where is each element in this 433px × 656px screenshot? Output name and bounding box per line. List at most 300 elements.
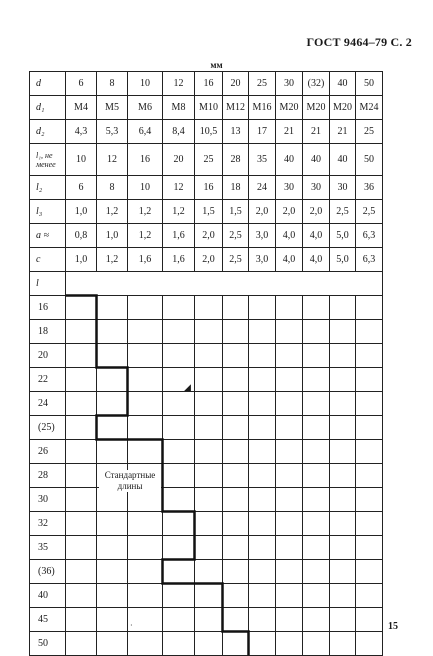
spec-cell: 12 [163,72,195,96]
grid-cell [128,440,163,464]
length-value: 18 [30,320,66,344]
grid-cell [303,464,330,488]
grid-cell [223,512,249,536]
grid-cell [356,368,383,392]
grid-cell [356,416,383,440]
spec-cell: 4,0 [276,248,303,272]
grid-cell [249,464,276,488]
spec-cell: 1,2 [97,248,128,272]
length-row [30,344,383,368]
page-number: 15 [388,621,398,632]
grid-cell [97,368,128,392]
spec-cell: 2,0 [276,200,303,224]
grid-cell [66,320,97,344]
grid-cell [195,344,223,368]
spec-cell: 21 [276,120,303,144]
spec-cell: 2,5 [223,224,249,248]
grid-cell [249,536,276,560]
grid-cell [97,536,128,560]
grid-cell [303,632,330,656]
grid-cell [276,584,303,608]
spec-cell: 40 [330,144,356,176]
spec-cell: 40 [276,144,303,176]
grid-cell [249,488,276,512]
grid-cell [223,296,249,320]
spec-cell: 5,0 [330,248,356,272]
grid-cell [276,536,303,560]
length-row [30,320,383,344]
length-value: 22 [30,368,66,392]
spec-cell: 3,0 [249,224,276,248]
grid-cell [66,368,97,392]
length-value: (25) [30,416,66,440]
grid-cell [128,632,163,656]
spec-cell: 1,2 [128,224,163,248]
grid-cell [249,320,276,344]
spec-cell: 8 [97,176,128,200]
spec-cell: 10 [128,176,163,200]
grid-cell [249,632,276,656]
grid-cell [163,392,195,416]
grid-cell [128,368,163,392]
grid-cell [249,296,276,320]
grid-cell [97,608,128,632]
unit-label: мм [210,60,223,70]
grid-cell [303,488,330,512]
row-label: l₃ [30,200,66,224]
grid-cell [303,320,330,344]
grid-cell [223,368,249,392]
spec-cell: 40 [330,72,356,96]
grid-cell [195,464,223,488]
grid-cell [303,296,330,320]
spec-cell: M20 [276,96,303,120]
grid-cell [195,560,223,584]
grid-cell [223,416,249,440]
spec-cell: 2,0 [249,200,276,224]
spec-row [30,176,383,200]
spec-cell: 1,0 [97,224,128,248]
spec-cell: M24 [356,96,383,120]
grid-cell [276,560,303,584]
grid-cell [249,512,276,536]
spec-cell: 30 [330,176,356,200]
length-value: 28 [30,464,66,488]
spec-cell: 1,2 [163,200,195,224]
spec-cell: M16 [249,96,276,120]
grid-cell [195,584,223,608]
grid-cell [163,536,195,560]
spec-cell: 8 [97,72,128,96]
length-row [30,584,383,608]
grid-cell [128,536,163,560]
grid-cell [163,464,195,488]
length-row [30,560,383,584]
grid-cell [195,440,223,464]
spec-cell: 13 [223,120,249,144]
grid-cell [330,560,356,584]
grid-cell [356,392,383,416]
grid-cell [163,512,195,536]
spec-cell: 21 [330,120,356,144]
spec-cell: M20 [303,96,330,120]
grid-cell [66,344,97,368]
grid-cell [163,584,195,608]
grid-cell [163,608,195,632]
spec-cell: 10 [128,72,163,96]
spec-cell: 1,2 [97,200,128,224]
length-row [30,632,383,656]
grid-cell [356,536,383,560]
length-row [30,464,383,488]
length-row [30,416,383,440]
grid-cell [97,584,128,608]
document-code: ГОСТ 9464–79 С. 2 [306,35,412,49]
row-label: d₂ [30,120,66,144]
dimensions-table [29,71,383,656]
grid-cell [356,632,383,656]
spec-cell: M5 [97,96,128,120]
spec-cell: 4,3 [66,120,97,144]
row-label: l₁, не менее [30,144,66,176]
stray-mark: ◢ [184,382,191,392]
grid-cell [163,488,195,512]
grid-cell [330,464,356,488]
spec-cell: 36 [356,176,383,200]
grid-cell [249,440,276,464]
grid-cell [66,440,97,464]
grid-cell [249,368,276,392]
length-header-row [30,272,383,296]
spec-cell: 16 [195,176,223,200]
spec-cell: 25 [249,72,276,96]
grid-cell [356,512,383,536]
spec-cell: 1,6 [163,224,195,248]
grid-cell [249,392,276,416]
grid-cell [195,392,223,416]
grid-cell [163,320,195,344]
grid-cell [195,536,223,560]
grid-cell [128,296,163,320]
grid-cell [330,344,356,368]
grid-cell [128,560,163,584]
grid-cell [276,320,303,344]
grid-cell [66,584,97,608]
length-row [30,512,383,536]
grid-cell [276,608,303,632]
grid-cell [66,488,97,512]
spec-cell: 2,5 [356,200,383,224]
grid-cell [303,536,330,560]
length-value: 26 [30,440,66,464]
grid-cell [223,392,249,416]
spec-cell: 1,0 [66,248,97,272]
grid-cell [97,560,128,584]
grid-cell [66,296,97,320]
length-row [30,392,383,416]
spec-cell: 3,0 [249,248,276,272]
grid-cell [223,320,249,344]
grid-cell [128,392,163,416]
spec-cell: 4,0 [303,248,330,272]
spec-cell: 16 [195,72,223,96]
grid-cell [276,392,303,416]
grid-cell [66,632,97,656]
length-value: 30 [30,488,66,512]
grid-cell [97,320,128,344]
spec-cell: 2,0 [303,200,330,224]
row-label: d₁ [30,96,66,120]
grid-cell [356,320,383,344]
grid-cell [303,560,330,584]
spec-cell: 16 [128,144,163,176]
grid-cell [356,560,383,584]
row-label: l₂ [30,176,66,200]
spec-cell: 1,5 [223,200,249,224]
grid-cell [276,296,303,320]
grid-cell [195,488,223,512]
spec-cell: 18 [223,176,249,200]
spec-cell: 50 [356,144,383,176]
grid-cell [163,416,195,440]
grid-cell [195,416,223,440]
grid-cell [276,440,303,464]
length-value: 24 [30,392,66,416]
spec-cell: 2,5 [223,248,249,272]
grid-cell [128,608,163,632]
grid-cell [276,512,303,536]
grid-cell [128,320,163,344]
spec-cell: 35 [249,144,276,176]
spec-cell: 25 [356,120,383,144]
spec-cell: M8 [163,96,195,120]
grid-cell [330,392,356,416]
grid-cell [195,512,223,536]
spec-cell: M12 [223,96,249,120]
grid-cell [276,632,303,656]
spec-cell: 40 [303,144,330,176]
grid-cell [330,512,356,536]
spec-cell: 10 [66,144,97,176]
grid-cell [303,608,330,632]
length-row [30,296,383,320]
standard-lengths-label: Стандартные длины [99,470,161,492]
grid-cell [223,536,249,560]
spec-cell: 4,0 [276,224,303,248]
spec-cell: 1,6 [163,248,195,272]
grid-cell [128,416,163,440]
spec-cell: 0,8 [66,224,97,248]
row-label: d [30,72,66,96]
grid-cell [303,392,330,416]
spec-cell: 17 [249,120,276,144]
grid-cell [330,608,356,632]
spec-row [30,248,383,272]
grid-cell [356,608,383,632]
spec-row [30,224,383,248]
length-value: (36) [30,560,66,584]
grid-cell [223,464,249,488]
spec-cell: 5,0 [330,224,356,248]
grid-cell [249,584,276,608]
grid-cell [356,464,383,488]
grid-cell [195,296,223,320]
grid-cell [128,344,163,368]
grid-cell [163,632,195,656]
spec-cell: 1,2 [128,200,163,224]
grid-cell [330,320,356,344]
grid-cell [223,560,249,584]
grid-cell [330,536,356,560]
grid-cell [356,584,383,608]
grid-cell [330,584,356,608]
grid-cell [303,512,330,536]
spec-cell: 5,3 [97,120,128,144]
grid-cell [195,368,223,392]
grid-cell [163,344,195,368]
spec-cell: 6 [66,176,97,200]
grid-cell [163,440,195,464]
length-value: 45 [30,608,66,632]
spec-cell: 12 [163,176,195,200]
spec-cell: 50 [356,72,383,96]
grid-cell [303,440,330,464]
length-value: 50 [30,632,66,656]
spec-cell: 8,4 [163,120,195,144]
spec-cell: 21 [303,120,330,144]
grid-cell [163,560,195,584]
spec-cell: 6,3 [356,248,383,272]
grid-cell [303,368,330,392]
length-value: 16 [30,296,66,320]
grid-cell [97,440,128,464]
spec-cell: (32) [303,72,330,96]
spec-row [30,200,383,224]
grid-cell [66,416,97,440]
spec-cell: 1,6 [128,248,163,272]
spec-cell: M4 [66,96,97,120]
grid-cell [330,416,356,440]
grid-cell [66,608,97,632]
length-row [30,368,383,392]
spec-row [30,72,383,96]
grid-cell [356,440,383,464]
grid-cell [128,584,163,608]
grid-cell [276,464,303,488]
grid-cell [356,488,383,512]
grid-cell [223,440,249,464]
spec-cell: 6,4 [128,120,163,144]
grid-cell [356,344,383,368]
spec-cell: 2,0 [195,224,223,248]
length-header-span [66,272,383,296]
grid-cell [223,632,249,656]
grid-cell [97,416,128,440]
spec-cell: 24 [249,176,276,200]
row-label: c [30,248,66,272]
grid-cell [66,512,97,536]
length-value: 20 [30,344,66,368]
grid-cell [97,296,128,320]
grid-cell [223,584,249,608]
grid-cell [66,536,97,560]
spec-cell: M20 [330,96,356,120]
grid-cell [303,416,330,440]
length-value: 40 [30,584,66,608]
spec-cell: 28 [223,144,249,176]
grid-cell [330,632,356,656]
spec-cell: 6 [66,72,97,96]
grid-cell [249,416,276,440]
spec-cell: 2,0 [195,248,223,272]
grid-cell [66,560,97,584]
grid-cell [195,608,223,632]
grid-cell [97,512,128,536]
spec-cell: 1,5 [195,200,223,224]
grid-cell [128,512,163,536]
grid-cell [97,344,128,368]
grid-cell [223,488,249,512]
grid-cell [223,344,249,368]
grid-cell [66,392,97,416]
grid-cell [97,392,128,416]
grid-cell [276,368,303,392]
grid-cell [195,320,223,344]
grid-cell [276,416,303,440]
length-header: l [30,272,66,296]
spec-row [30,96,383,120]
spec-cell: M6 [128,96,163,120]
length-row [30,488,383,512]
grid-cell [223,608,249,632]
spec-cell: 25 [195,144,223,176]
spec-cell: 30 [276,176,303,200]
grid-cell [330,488,356,512]
grid-cell [356,296,383,320]
grid-cell [303,584,330,608]
spec-cell: 1,0 [66,200,97,224]
grid-cell [249,344,276,368]
spec-cell: 20 [223,72,249,96]
length-value: 32 [30,512,66,536]
grid-cell [195,632,223,656]
grid-cell [66,464,97,488]
grid-cell [276,488,303,512]
spec-row [30,120,383,144]
length-row [30,608,383,632]
spec-cell: 12 [97,144,128,176]
footer-dot: · [130,621,133,630]
length-value: 35 [30,536,66,560]
grid-cell [330,296,356,320]
length-row [30,536,383,560]
grid-cell [97,632,128,656]
grid-cell [276,344,303,368]
grid-cell [249,560,276,584]
spec-cell: 20 [163,144,195,176]
grid-cell [249,608,276,632]
spec-cell: 2,5 [330,200,356,224]
spec-row [30,144,383,176]
grid-cell [303,344,330,368]
spec-cell: M10 [195,96,223,120]
spec-cell: 6,3 [356,224,383,248]
row-label: a ≈ [30,224,66,248]
length-row [30,440,383,464]
grid-cell [163,296,195,320]
spec-cell: 10,5 [195,120,223,144]
spec-cell: 4,0 [303,224,330,248]
